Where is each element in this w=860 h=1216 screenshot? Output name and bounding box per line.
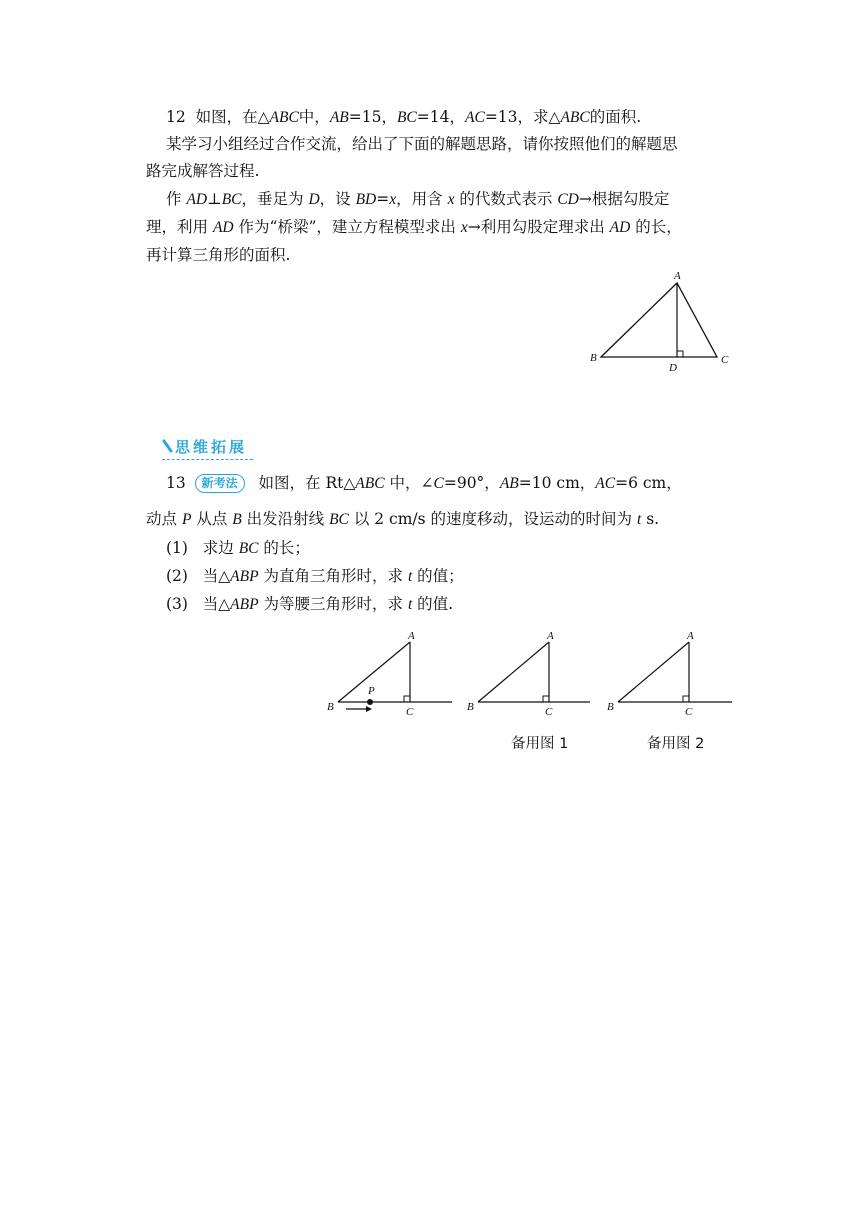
label-p: P [368,685,375,697]
label-a: A [408,630,415,642]
label-d: D [669,362,677,374]
label-a: A [674,270,681,282]
spare-figure-1-caption: 备用图 1 [511,736,569,752]
side-ab [478,642,549,702]
label-b: B [590,352,597,364]
spare-figure-1 [462,628,596,720]
problem12-line1: 12 如图，在△ABC中，AB=15，BC=14，AC=13，求△ABC的面积. [166,108,642,126]
label-c: C [685,706,693,718]
problem12-line4: 作 AD⊥BC，垂足为 D，设 BD=x，用含 x 的代数式表示 CD→根据勾股定 [166,190,670,208]
label-b: B [607,701,614,713]
label-b: B [327,701,334,713]
problem13-line2: 动点 P 从点 B 出发沿射线 BC 以 2 cm/s 的速度移动，设运动的时间为 t s. [146,510,660,528]
problem12-line6: 再计算三角形的面积. [146,246,291,264]
label-a: A [687,630,694,642]
new-method-badge: 新考法 [195,474,245,493]
question-3: (3) 当△ABP 为等腰三角形时，求 t 的值. [166,595,454,613]
question-1: (1) 求边 BC 的长； [166,539,310,557]
problem12-line5: 理，利用 AD 作为“桥梁”，建立方程模型求出 x→利用勾股定理求出 AD 的长， [146,218,682,236]
triangle-abc [601,283,717,357]
problem12-line3: 路完成解答过程. [146,162,260,180]
right-angle-mark [404,696,410,702]
problem12-number: 12 [166,108,186,126]
spare-figure-2-caption: 备用图 2 [647,736,705,752]
question-2: (2) 当△ABP 为直角三角形时，求 t 的值； [166,567,464,585]
problem13-line1: 13 新考法 如图，在 Rt△ABC 中，∠C=90°，AB=10 cm，AC=6 cm， [166,474,682,492]
pencil-icon [162,439,174,453]
label-c: C [406,706,414,718]
right-angle-mark [677,351,683,357]
right-angle-mark [543,696,549,702]
problem13-number: 13 [166,474,186,492]
problem12-line2: 某学习小组经过合作交流，给出了下面的解题思路，请你按照他们的解题思 [166,135,678,153]
label-b: B [467,701,474,713]
section-heading: 思维拓展 [162,436,247,457]
point-p [367,699,373,705]
spare-figure-2 [602,628,736,720]
label-c: C [545,706,553,718]
problem12-triangle-figure [580,265,740,377]
right-angle-mark [683,696,689,702]
side-ab [618,642,689,702]
label-c: C [721,354,729,366]
label-a: A [547,630,554,642]
arrow-right-icon [346,706,372,712]
problem13-main-figure [322,628,456,720]
